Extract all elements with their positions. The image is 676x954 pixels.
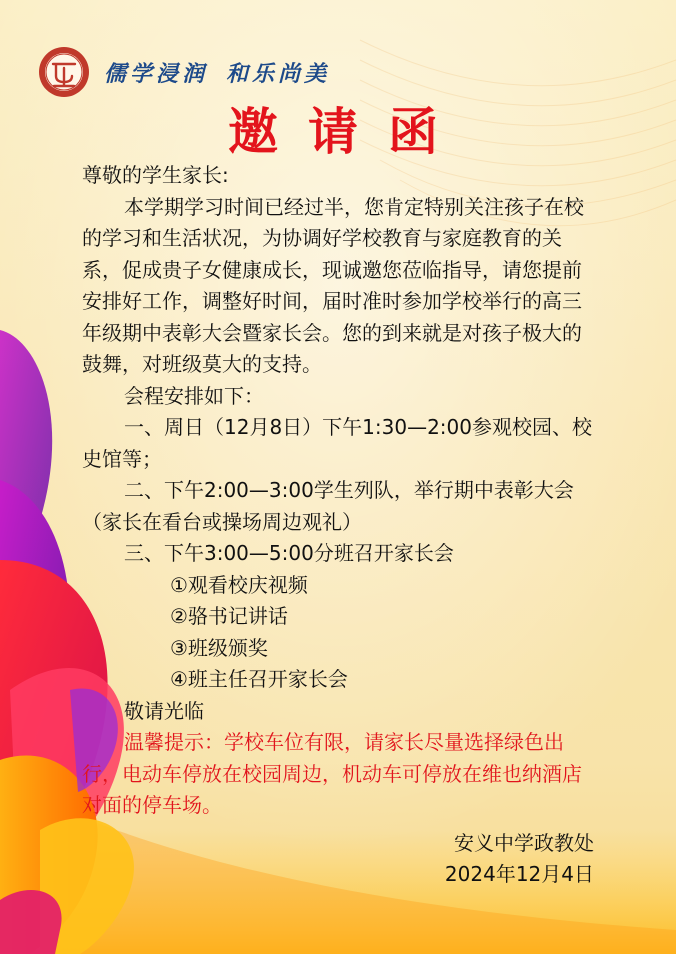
schedule-item: 二、下午2:00—3:00学生列队，举行期中表彰大会（家长在看台或操场周边观礼） <box>82 478 574 534</box>
school-motto <box>104 57 330 88</box>
motto-left: 儒学浸润 <box>104 60 209 87</box>
sub-item: ②骆书记讲话 <box>170 604 288 628</box>
signature: 安义中学政教处 <box>454 830 594 855</box>
school-logo <box>38 46 90 98</box>
intro-paragraph: 本学期学习时间已经过半，您肯定特别关注孩子在校的学习和生活状况，为协调好学校教育与家庭教育的关系，促成贵子女健康成长，现诚邀您莅临指导，请您提前安排好工作，调整好时间，届时准时参加学校举行的高三年级期中表彰大会暨家长会。您的到来就是对孩子极大的鼓舞，对班级莫大的支持。 <box>82 194 584 376</box>
sub-item: ③班级颁奖 <box>170 635 268 660</box>
invitation-title: 邀请函 <box>228 102 468 161</box>
closing-line: 敬请光临 <box>124 698 204 723</box>
schedule-item: 一、周日（12月8日）下午1:30—2:00参观校园、校史馆等； <box>82 415 592 471</box>
greeting: 尊敬的学生家长: <box>82 163 229 187</box>
schedule-item: 三、下午3:00—5:00分班召开家长会 <box>124 541 454 565</box>
sub-item: ④班主任召开家长会 <box>170 667 348 691</box>
letter-body <box>82 160 598 891</box>
schedule-heading: 会程安排如下： <box>124 383 264 408</box>
letter-date: 2024年12月4日 <box>444 862 594 886</box>
motto-right: 和乐尚美 <box>226 60 331 87</box>
sub-item: ①观看校庆视频 <box>170 572 308 597</box>
parking-reminder: 温馨提示：学校车位有限，请家长尽量选择绿色出行，电动车停放在校园周边，机动车可停放在维也纳酒店对面的停车场。 <box>82 730 582 817</box>
school-emblem-icon <box>38 46 90 98</box>
